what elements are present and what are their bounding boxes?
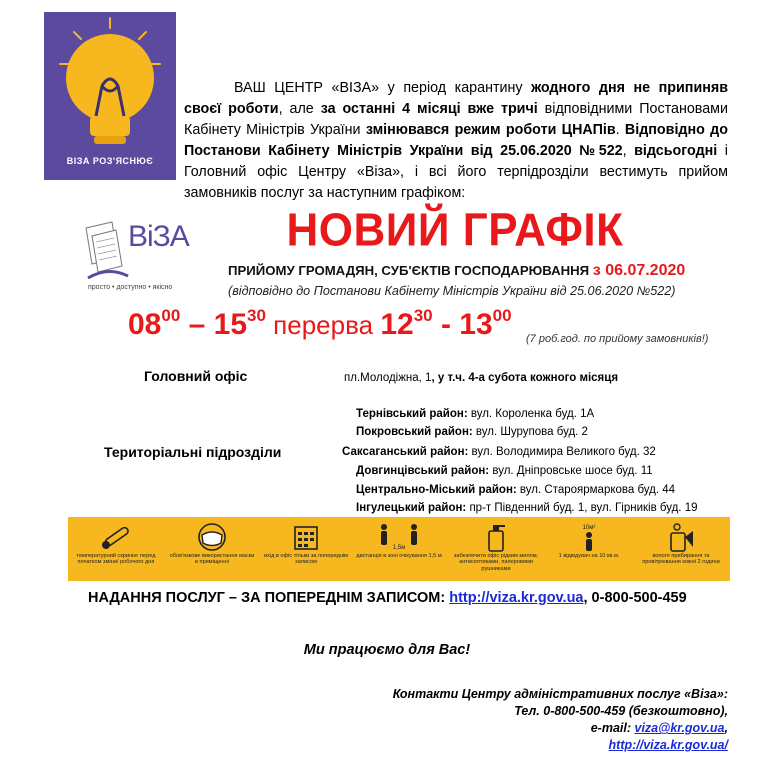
viza-tagline: просто • доступно • якісно [88, 284, 173, 291]
rule-tile [446, 517, 546, 581]
intro-text: і Головний офіс Центру «Віза», і всі його терпідрозділи вестимуть прийом замовників послуг за наступним графіком: [184, 143, 728, 201]
lightbulb-icon [44, 12, 176, 162]
cleaning-icon [661, 521, 701, 553]
break-end-minutes: 00 [492, 306, 512, 325]
contacts-email-line [393, 720, 728, 737]
rule-text: вологе прибирання та провітрювання кожні 2 години [642, 553, 720, 566]
documents-icon [82, 218, 132, 282]
end-minutes: 30 [247, 306, 266, 325]
rule-text: температурний скринінг перед початком зміни/ робочого дня [76, 553, 156, 566]
rule-text: дистанція в зоні очікування 1,5 м [356, 553, 442, 559]
branch-address: вул. Короленка буд. 1А [467, 408, 595, 420]
intro-bold: змінювався режим роботи ЦНАПів [365, 122, 616, 138]
schedule-subtitle [228, 262, 712, 280]
badge-label: ВІЗА РОЗ'ЯСНЮЄ [66, 156, 154, 166]
subtitle-text: ПРИЙОМУ ГРОМАДЯН, СУБ'ЄКТІВ ГОСПОДАРЮВАННЯ [228, 263, 593, 278]
end-hour: 15 [213, 308, 248, 341]
contacts-title: Контакти Центру адміністративних послуг «Віза»: [392, 687, 728, 701]
start-hour: 08 [128, 308, 162, 341]
head-office-address [344, 372, 618, 384]
viza-explains-badge [44, 12, 176, 180]
head-office-saturday: , у т.ч. 4-а субота кожного місяця [431, 372, 619, 384]
rule-text: 1 відвідувач на 10 кв.м. [558, 553, 620, 559]
closing-slogan: Ми працюємо для Вас! [303, 642, 471, 658]
rule-tile [260, 517, 352, 581]
hours-dash: – [180, 308, 214, 341]
email-label: e-mail: [590, 721, 635, 735]
branch-address: пр-т Південний буд. 1, вул. Гірників буд. 19 [466, 502, 698, 514]
branch-item [342, 446, 656, 458]
intro-text: . [615, 122, 625, 138]
intro-bold: Відповідно до Постанови Кабінету Міністрів України від 25.06.2020 №522 [184, 122, 728, 159]
viza-logo [82, 218, 192, 298]
contacts-phone: Тел. 0-800-500-459 (безкоштовно), [514, 704, 728, 718]
services-text: НАДАННЯ ПОСЛУГ – ЗА ПОПЕРЕДНІМ ЗАПИСОМ: [88, 590, 450, 606]
branch-item [356, 502, 698, 514]
start-minutes: 00 [161, 306, 181, 325]
break-dash: - [432, 308, 460, 341]
rule-tile [352, 517, 446, 581]
branch-district: Саксаганський район: [342, 446, 469, 458]
break-label: перерва [265, 310, 381, 340]
intro-text: , але [278, 101, 321, 117]
visitor-icon [569, 521, 609, 553]
territorial-units-label: Територіальні підрозділи [104, 444, 282, 460]
intro-bold: жодного дня не припиняв своєї роботи [184, 80, 728, 117]
start-date: з 06.07.2020 [592, 262, 686, 279]
branch-district: Довгинцівський район: [356, 465, 490, 477]
branch-item [356, 426, 588, 438]
area-mark: 10м² [582, 525, 596, 531]
intro-bold: відсьогодні [634, 143, 718, 159]
intro-text: ВАШ ЦЕНТР «ВІЗА» у період карантину [234, 80, 532, 96]
intro-text: відповідними Постановами Кабінету Міністрів України [184, 101, 728, 138]
intro-text: , [622, 143, 635, 159]
thermometer-icon [96, 521, 136, 553]
rule-text: вхід в офіс тільки за попереднім записом [264, 553, 348, 566]
distance-icon [376, 521, 422, 553]
rule-tile [164, 517, 260, 581]
break-start-hour: 12 [380, 308, 414, 341]
resolution-reference: (відповідно до Постанови Кабінету Міністрів України від 25.06.2020 №522) [228, 284, 676, 298]
head-office-label: Головний офіс [144, 368, 248, 384]
website-link[interactable]: http://viza.kr.gov.ua [449, 590, 584, 606]
services-line [88, 590, 687, 606]
mask-icon [192, 521, 232, 553]
rule-tile [632, 517, 730, 581]
rule-text: забезпечити офіс рідким милом, антисептиками, паперовими рушниками [453, 553, 539, 572]
contacts-website-link[interactable]: http://viza.kr.gov.ua/ [608, 738, 728, 752]
intro-bold: за останні 4 місяці вже тричі [320, 101, 538, 117]
distance-mark: 1,5м [392, 545, 406, 551]
branch-district: Тернівський район: [356, 408, 468, 420]
email-link[interactable]: viza@kr.gov.ua [634, 721, 725, 735]
viza-wordmark: ВіЗА [128, 220, 189, 253]
branch-address: вул. Володимира Великого буд. 32 [468, 446, 656, 458]
branch-item [356, 484, 675, 496]
rule-tile [546, 517, 632, 581]
branch-district: Покровський район: [356, 426, 473, 438]
contacts-block [393, 686, 728, 754]
sanitizer-icon [476, 521, 516, 553]
hours-note: (7 роб.год. по прийому замовників!) [526, 333, 709, 345]
rule-tile [68, 517, 164, 581]
email-suffix: , [724, 721, 728, 735]
branch-district: Інгулецький район: [356, 502, 467, 514]
working-hours [128, 306, 512, 342]
head-office-street: пл.Молодіжна, 1 [344, 372, 432, 384]
break-end-hour: 13 [459, 308, 493, 341]
break-start-minutes: 30 [413, 306, 433, 325]
schedule-title: НОВИЙ ГРАФІК [286, 204, 624, 257]
branch-address: вул. Дніпровське шосе буд. 11 [489, 465, 653, 477]
intro-paragraph [184, 78, 728, 204]
branch-address: вул. Шурупова буд. 2 [472, 426, 588, 438]
safety-rules-banner [68, 517, 730, 581]
branch-item [356, 465, 653, 477]
calendar-icon [286, 521, 326, 553]
branch-district: Центрально-Міський район: [356, 484, 517, 496]
branch-item [356, 408, 594, 420]
branch-address: вул. Староярмаркова буд. 44 [516, 484, 676, 496]
services-phone: , 0-800-500-459 [583, 590, 687, 606]
rule-text: обов'язкове використання маски в приміщенні [169, 553, 255, 566]
